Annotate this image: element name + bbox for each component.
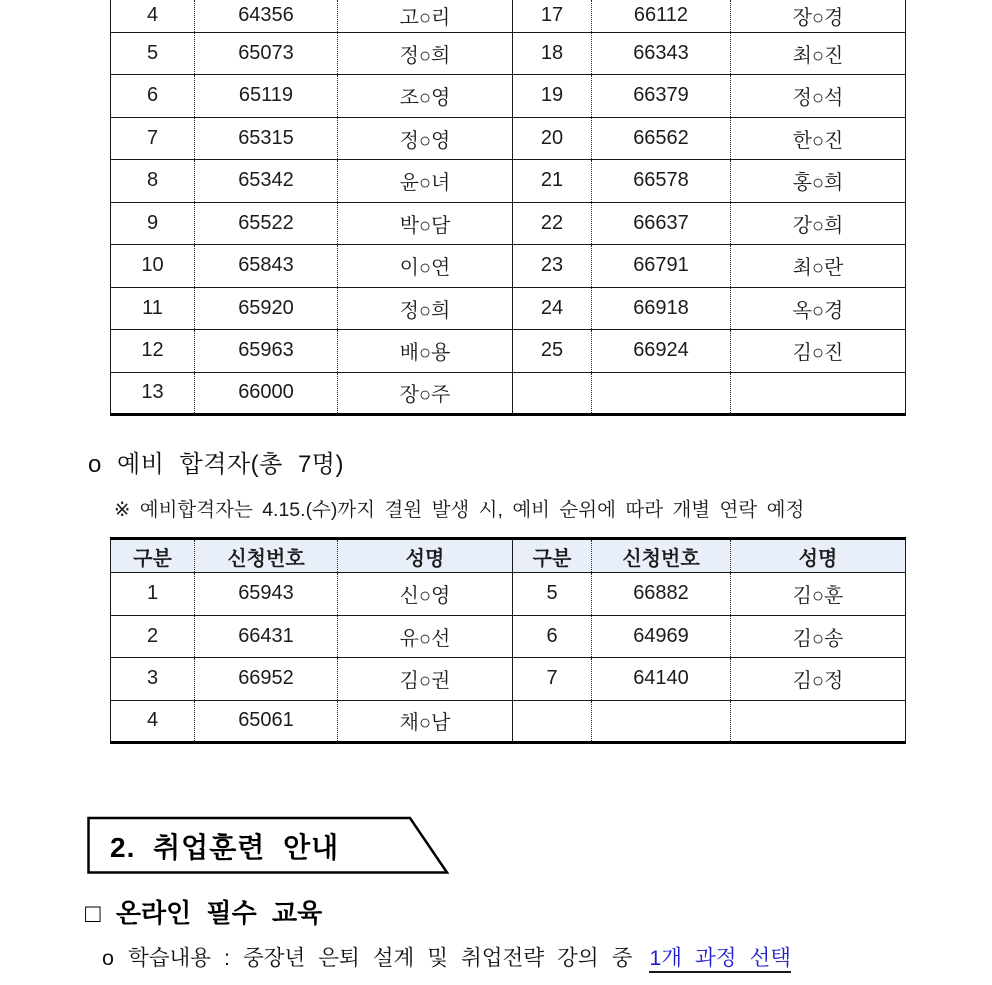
column-header-gubun: 구분	[111, 539, 195, 573]
table-cell: 장○경	[731, 0, 906, 32]
column-header-gubun: 구분	[513, 539, 592, 573]
table-cell: 66379	[592, 75, 731, 118]
table-cell: 7	[111, 117, 195, 160]
waitlist-note: ※ 예비합격자는 4.15.(수)까지 결원 발생 시, 예비 순위에 따라 개별 연락 예정	[114, 499, 805, 521]
table-cell: 5	[111, 32, 195, 75]
table-cell: 7	[513, 658, 592, 701]
table-cell: 정○석	[731, 75, 906, 118]
column-header-name: 성명	[338, 539, 513, 573]
table-cell	[592, 372, 731, 415]
table-cell: 최○진	[731, 32, 906, 75]
table-cell: 5	[513, 573, 592, 616]
table-cell: 66578	[592, 160, 731, 203]
column-header-name: 성명	[731, 539, 906, 573]
table-cell	[731, 372, 906, 415]
course-select-link[interactable]: 1개 과정 선택	[649, 946, 791, 973]
table-row	[111, 658, 906, 701]
table-header-row	[111, 539, 906, 573]
table-cell: 신○영	[338, 573, 513, 616]
table-cell: 장○주	[338, 372, 513, 415]
table-cell	[513, 372, 592, 415]
table-cell: 정○희	[338, 32, 513, 75]
table-row	[111, 287, 906, 330]
table-cell	[731, 700, 906, 743]
table-cell: 유○선	[338, 615, 513, 658]
table-cell: 정○희	[338, 287, 513, 330]
table-cell: 66000	[195, 372, 338, 415]
table-cell	[513, 700, 592, 743]
table-cell: 6	[111, 75, 195, 118]
table-cell: 65119	[195, 75, 338, 118]
table-cell: 이○연	[338, 245, 513, 288]
column-header-application-number: 신청번호	[195, 539, 338, 573]
table-row	[111, 615, 906, 658]
table-cell: 채○남	[338, 700, 513, 743]
waitlist-section-heading: o 예비 합격자(총 7명)	[88, 451, 344, 478]
table-cell: 24	[513, 287, 592, 330]
table-cell: 조○영	[338, 75, 513, 118]
table-cell: 22	[513, 202, 592, 245]
learning-content-text: 학습내용 : 중장년 은퇴 설계 및 취업전략 강의 중	[127, 946, 633, 970]
table-cell: 고○리	[338, 0, 513, 32]
table-cell: 9	[111, 202, 195, 245]
table-cell: 박○담	[338, 202, 513, 245]
table-cell: 8	[111, 160, 195, 203]
table-cell: 64356	[195, 0, 338, 32]
table-row	[111, 245, 906, 288]
table-cell: 김○진	[731, 330, 906, 373]
waitlist-table-body	[111, 573, 906, 743]
table-cell: 윤○녀	[338, 160, 513, 203]
table-row	[111, 330, 906, 373]
table-cell: 한○진	[731, 117, 906, 160]
pass-list-body	[111, 0, 906, 415]
table-cell: 66431	[195, 615, 338, 658]
table-row	[111, 160, 906, 203]
table-row	[111, 372, 906, 415]
table-cell: 옥○경	[731, 287, 906, 330]
table-cell: 13	[111, 372, 195, 415]
table-row	[111, 700, 906, 743]
table-cell: 66637	[592, 202, 731, 245]
table-row	[111, 75, 906, 118]
table-row	[111, 32, 906, 75]
table-cell: 6	[513, 615, 592, 658]
table-cell: 65943	[195, 573, 338, 616]
section-banner	[87, 816, 451, 875]
pass-list-table	[110, 0, 906, 416]
table-cell: 65073	[195, 32, 338, 75]
section-banner-title: 2. 취업훈련 안내	[110, 831, 340, 863]
table-cell: 65843	[195, 245, 338, 288]
table-cell: 18	[513, 32, 592, 75]
table-cell: 11	[111, 287, 195, 330]
table-cell: 4	[111, 700, 195, 743]
table-cell: 66918	[592, 287, 731, 330]
table-cell: 17	[513, 0, 592, 32]
table-cell: 23	[513, 245, 592, 288]
waitlist-table	[110, 537, 906, 744]
table-cell: 1	[111, 573, 195, 616]
table-cell: 65963	[195, 330, 338, 373]
table-cell: 2	[111, 615, 195, 658]
table-cell: 20	[513, 117, 592, 160]
table-cell: 3	[111, 658, 195, 701]
table-cell: 김○훈	[731, 573, 906, 616]
table-cell: 66343	[592, 32, 731, 75]
table-cell: 19	[513, 75, 592, 118]
table-cell: 4	[111, 0, 195, 32]
waitlist-table-header	[111, 539, 906, 573]
table-row	[111, 573, 906, 616]
table-cell: 64140	[592, 658, 731, 701]
table-cell: 김○정	[731, 658, 906, 701]
table-row	[111, 117, 906, 160]
table-cell: 65342	[195, 160, 338, 203]
table-cell: 66791	[592, 245, 731, 288]
table-cell: 최○란	[731, 245, 906, 288]
table-cell: 65061	[195, 700, 338, 743]
bullet: o	[102, 946, 114, 970]
table-cell: 65315	[195, 117, 338, 160]
table-cell: 65920	[195, 287, 338, 330]
table-cell: 10	[111, 245, 195, 288]
table-cell: 정○영	[338, 117, 513, 160]
table-cell: 김○권	[338, 658, 513, 701]
table-row	[111, 0, 906, 32]
column-header-application-number: 신청번호	[592, 539, 731, 573]
table-cell: 21	[513, 160, 592, 203]
learning-content-line	[102, 941, 791, 972]
table-cell: 홍○희	[731, 160, 906, 203]
table-cell: 배○용	[338, 330, 513, 373]
table-cell: 강○희	[731, 202, 906, 245]
table-cell: 25	[513, 330, 592, 373]
table-cell: 66952	[195, 658, 338, 701]
table-row	[111, 202, 906, 245]
table-cell	[592, 700, 731, 743]
table-cell: 12	[111, 330, 195, 373]
table-cell: 66882	[592, 573, 731, 616]
online-education-heading: □ 온라인 필수 교육	[85, 898, 323, 928]
table-cell: 66562	[592, 117, 731, 160]
table-cell: 66924	[592, 330, 731, 373]
table-cell: 김○송	[731, 615, 906, 658]
table-cell: 66112	[592, 0, 731, 32]
table-cell: 65522	[195, 202, 338, 245]
table-cell: 64969	[592, 615, 731, 658]
